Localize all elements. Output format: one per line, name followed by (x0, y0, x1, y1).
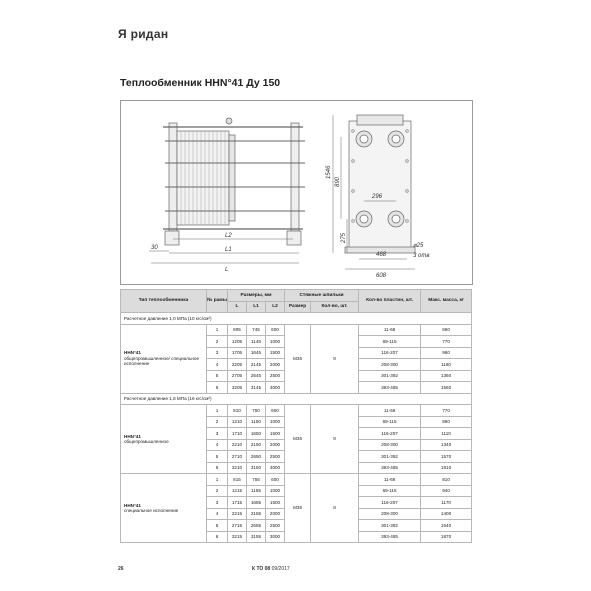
mass-cell: 1160 (421, 359, 472, 371)
frame-cell: 1 (207, 474, 228, 486)
type-variant: общепромышленное (124, 439, 169, 444)
mass-cell: 880 (421, 416, 472, 428)
l-cell: 2705 (228, 370, 247, 382)
l-cell: 1215 (228, 485, 247, 497)
stud-count-cell: 8 (311, 474, 359, 543)
plates-cell: 393-485 (359, 382, 421, 394)
l1-cell: 3145 (247, 382, 266, 394)
l2-cell: 600 (266, 405, 285, 417)
pressure-plate (291, 123, 299, 231)
plates-cell: 301-392 (359, 451, 421, 463)
frame-cell: 3 (207, 497, 228, 509)
frame-cell: 4 (207, 508, 228, 520)
type-variant: общепромышленное/ специальное исполнение (124, 355, 199, 367)
front-foot-right (287, 231, 301, 245)
l-cell: 810 (228, 405, 247, 417)
l-cell: 1715 (228, 497, 247, 509)
mass-cell: 1560 (421, 382, 472, 394)
col-mass: Макс. масса, кг (421, 290, 472, 313)
mass-cell: 1640 (421, 520, 472, 532)
page-title: Теплообменник ННN°41 Ду 150 (120, 77, 281, 89)
frame-cell: 4 (207, 439, 228, 451)
technical-drawing (120, 100, 473, 285)
plates-cell: 301-392 (359, 520, 421, 532)
frame-cell: 5 (207, 370, 228, 382)
l2-cell: 2000 (266, 439, 285, 451)
table-row (121, 474, 472, 486)
mass-cell: 770 (421, 336, 472, 348)
l1-cell: 750 (247, 405, 266, 417)
plates-cell: 208-300 (359, 439, 421, 451)
spec-table (120, 289, 472, 543)
l1-cell: 3150 (247, 462, 266, 474)
drawing-svg (121, 101, 472, 284)
l1-cell: 1650 (247, 428, 266, 440)
stud-count-cell: 8 (311, 405, 359, 474)
frame-cell: 6 (207, 462, 228, 474)
frame-cell: 2 (207, 485, 228, 497)
l-cell: 2715 (228, 520, 247, 532)
brand-mark-icon: Я (118, 27, 127, 41)
stud-size-cell: M36 (285, 405, 311, 474)
section-pressure-10: Расчетное давление 1,0 МПа (10 кгс/см²) (121, 313, 472, 325)
l2-cell: 2500 (266, 520, 285, 532)
frame-cell: 5 (207, 520, 228, 532)
l2-cell: 600 (266, 474, 285, 486)
col-stud-size: Размер (285, 301, 311, 313)
l2-cell: 2500 (266, 370, 285, 382)
mass-cell: 770 (421, 405, 472, 417)
dim-275: 275 (341, 232, 347, 243)
frame-cell: 1 (207, 405, 228, 417)
dim-608: 608 (376, 273, 387, 279)
col-type: Тип теплообменника (121, 290, 207, 313)
l-cell: 3205 (228, 382, 247, 394)
plates-cell: 69-115 (359, 416, 421, 428)
l-cell: 1210 (228, 416, 247, 428)
l1-cell: 1655 (247, 497, 266, 509)
dim-d25: ⌀25 (413, 243, 424, 249)
frame-cell: 3 (207, 428, 228, 440)
col-stud-count: Кол-во, шт. (311, 301, 359, 313)
plates-cell: 11-68 (359, 324, 421, 336)
plates-cell: 393-485 (359, 531, 421, 543)
stud-count-cell: 8 (311, 324, 359, 393)
col-l2: L2 (266, 301, 285, 313)
plates-cell: 69-115 (359, 485, 421, 497)
l2-cell: 3000 (266, 382, 285, 394)
plates-cell: 69-115 (359, 336, 421, 348)
l-cell: 2210 (228, 439, 247, 451)
plates-cell: 116-207 (359, 428, 421, 440)
plates-cell: 301-392 (359, 370, 421, 382)
stud-size-cell: M36 (285, 324, 311, 393)
mass-cell: 1870 (421, 531, 472, 543)
plates-cell: 208-300 (359, 359, 421, 371)
l2-cell: 1000 (266, 416, 285, 428)
l1-cell: 1155 (247, 485, 266, 497)
table-row (121, 324, 472, 336)
l-cell: 1205 (228, 336, 247, 348)
dim-890: 890 (335, 176, 341, 187)
l2-cell: 1500 (266, 347, 285, 359)
frame-cell: 6 (207, 531, 228, 543)
mass-cell: 1340 (421, 439, 472, 451)
col-l: L (228, 301, 247, 313)
plates-cell: 116-207 (359, 497, 421, 509)
col-l1: L1 (247, 301, 266, 313)
stud-size-cell: M36 (285, 474, 311, 543)
mass-cell: 810 (421, 474, 472, 486)
l2-cell: 1000 (266, 336, 285, 348)
type-name: HHN°41 (124, 350, 141, 356)
col-studs: Стяжные шпильки (285, 290, 359, 302)
dim-l: L (225, 267, 229, 273)
lifting-lug (226, 118, 232, 124)
mass-cell: 960 (421, 347, 472, 359)
l1-cell: 2645 (247, 370, 266, 382)
mass-cell: 1360 (421, 370, 472, 382)
brand-name: ридан (130, 27, 169, 41)
dim-l2: L2 (225, 233, 232, 239)
page-number: 26 (118, 566, 124, 572)
dim-468: 468 (376, 252, 387, 258)
mass-cell: 1110 (421, 428, 472, 440)
l2-cell: 600 (266, 324, 285, 336)
l1-cell: 3155 (247, 531, 266, 543)
l-cell: 2205 (228, 359, 247, 371)
l2-cell: 3000 (266, 462, 285, 474)
l-cell: 2710 (228, 451, 247, 463)
table-row (121, 405, 472, 417)
dim-30: 30 (151, 245, 158, 251)
catalog-ref (252, 566, 290, 572)
frame-cell: 5 (207, 451, 228, 463)
type-name-cell (121, 324, 207, 393)
frame-cell: 1 (207, 324, 228, 336)
dim-1546: 1546 (326, 165, 332, 179)
mass-cell: 1170 (421, 497, 472, 509)
type-variant: специальное исполнение (124, 508, 179, 513)
dim-holes: 3 отв (413, 253, 430, 259)
l2-cell: 1000 (266, 485, 285, 497)
frame-cell: 6 (207, 382, 228, 394)
l-cell: 1710 (228, 428, 247, 440)
l1-cell: 755 (247, 474, 266, 486)
l-cell: 815 (228, 474, 247, 486)
frame-cell: 3 (207, 347, 228, 359)
l-cell: 805 (228, 324, 247, 336)
l1-cell: 1645 (247, 347, 266, 359)
section-pressure-16: Расчетное давление 1,6 МПа (16 кгс/см²) (121, 393, 472, 405)
plates-cell: 11-68 (359, 405, 421, 417)
l-cell: 2215 (228, 508, 247, 520)
movable-plate (229, 135, 235, 221)
type-name-cell (121, 474, 207, 543)
l-cell: 1705 (228, 347, 247, 359)
l2-cell: 2000 (266, 359, 285, 371)
l-cell: 3210 (228, 462, 247, 474)
l2-cell: 3000 (266, 531, 285, 543)
plates-cell: 116-207 (359, 347, 421, 359)
l2-cell: 2000 (266, 508, 285, 520)
mass-cell: 1400 (421, 508, 472, 520)
mass-cell: 660 (421, 324, 472, 336)
l2-cell: 1500 (266, 428, 285, 440)
l2-cell: 1500 (266, 497, 285, 509)
plates-cell: 393-485 (359, 462, 421, 474)
type-name-cell (121, 405, 207, 474)
type-name: HHN°41 (124, 433, 141, 439)
plates-cell: 208-300 (359, 508, 421, 520)
col-sizes: Размеры, мм (228, 290, 285, 302)
dim-296: 296 (372, 194, 383, 200)
catalog-date: 09/2017 (271, 566, 290, 572)
col-plates: Кол-во пластин, шт. (359, 290, 421, 313)
l1-cell: 2145 (247, 359, 266, 371)
mass-cell: 1570 (421, 451, 472, 463)
frame-cell: 2 (207, 416, 228, 428)
l1-cell: 745 (247, 324, 266, 336)
col-frame: № рамы (207, 290, 228, 313)
frame-cell: 2 (207, 336, 228, 348)
l-cell: 3215 (228, 531, 247, 543)
front-foot-left (165, 231, 179, 245)
brand-logo (118, 27, 168, 41)
l1-cell: 2655 (247, 520, 266, 532)
type-name: HHN°41 (124, 502, 141, 508)
frame-cell: 4 (207, 359, 228, 371)
l1-cell: 2155 (247, 508, 266, 520)
fixed-plate (169, 123, 177, 231)
plates-cell: 11-68 (359, 474, 421, 486)
l1-cell: 1150 (247, 416, 266, 428)
l1-cell: 1145 (247, 336, 266, 348)
catalog-code: К ТО 08 (252, 566, 271, 572)
l1-cell: 2650 (247, 451, 266, 463)
mass-cell: 1810 (421, 462, 472, 474)
dim-l1: L1 (225, 247, 232, 253)
l1-cell: 2150 (247, 439, 266, 451)
mass-cell: 940 (421, 485, 472, 497)
l2-cell: 2500 (266, 451, 285, 463)
